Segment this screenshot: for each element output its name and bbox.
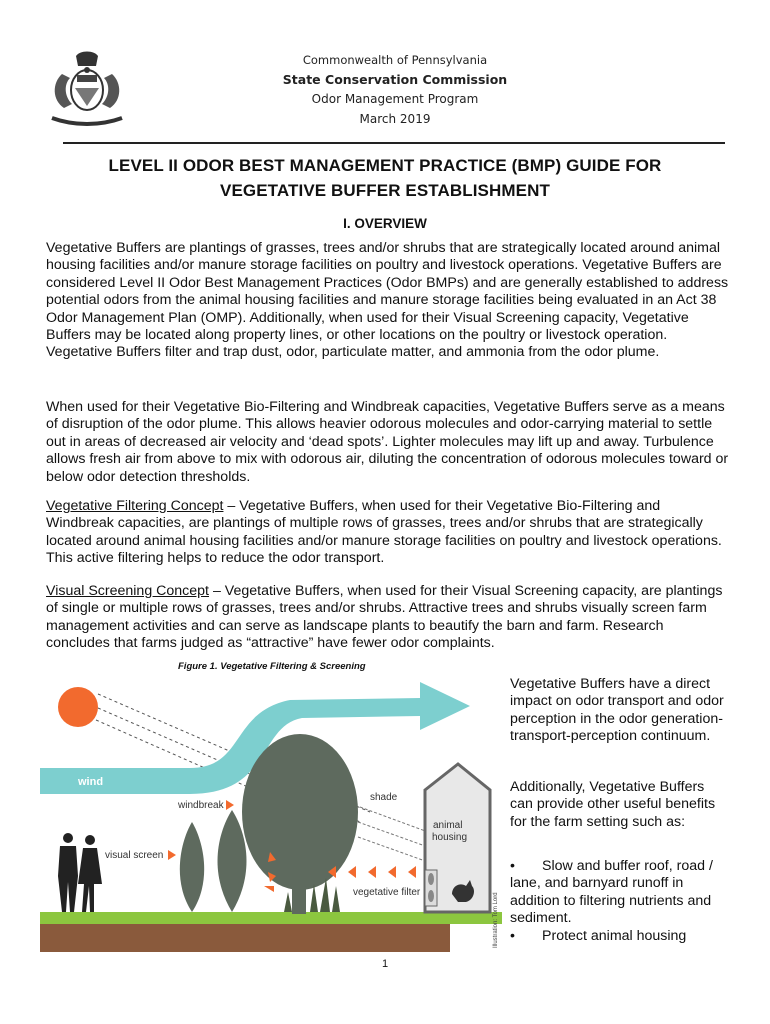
visual-screen-label: visual screen [105, 850, 164, 861]
sun-icon [58, 687, 98, 727]
deciduous-tree-canopy [242, 734, 358, 890]
screening-concept-paragraph [46, 583, 730, 653]
page-number: 1 [381, 958, 389, 970]
screening-concept-text: – Vegetative Buffers, when used for their Visual Screening capacity, are plantings of single or multiple rows of grasses, trees and/or shrubs. Attractive trees and shrubs visually screen farm management activities and can serve as landscape plants to beautify the barn and farm. Research concludes that farms judged as “attractive” have fewer odor complaints. [46, 583, 723, 652]
shade-arrows [358, 807, 428, 862]
benefits-list [510, 858, 728, 945]
grass-strip [40, 912, 502, 924]
biofiltering-paragraph: When used for their Vegetative Bio-Filtering and Windbreak capacities, Vegetative Buffers serve as a means of disruption of the odor plume. This allows heavier odorous molecules and odor-carrying material to settle out in areas of decreased air velocity and ‘dead spots’. Lighter molecules may lift up and away. Turbulence allows fresh air from above to mix with odorous air, diluting the concentration of odorous molecules toward or below odor detection thresholds. [46, 399, 729, 485]
visual-screen-arrow-icon [168, 850, 176, 860]
pennsylvania-seal-icon [44, 48, 130, 128]
sidebar-paragraph-benefits: Additionally, Vegetative Buffers can provide other useful benefits for the farm setting such as: [510, 779, 716, 830]
vegetative-filter-label: vegetative filter [353, 887, 421, 898]
windbreak-label: windbreak [178, 800, 224, 811]
list-item [510, 858, 728, 928]
shade-label: shade [370, 792, 398, 803]
header-program: Odor Management Program [311, 92, 479, 106]
vegetative-filtering-figure [40, 672, 502, 958]
filtering-concept-text: – Vegetative Buffers, when used for their Vegetative Bio-Filtering and Windbreak capacities, are plantings of multiple rows of grasses, trees and/or shrubs that are strategically located around animal housing facilities and/or manure storage facilities on poultry and livestock operations. This active filtering helps to reduce the odor transport. [46, 498, 722, 567]
windbreak-arrow-icon [226, 800, 234, 810]
deciduous-tree-trunk [292, 872, 306, 914]
bullet-icon: • [510, 927, 515, 944]
animal-label: animal [433, 820, 463, 831]
exhaust-fan-icon [425, 870, 437, 906]
illustration-credit: Illustration: Tom Lord [493, 892, 499, 948]
filtering-concept-paragraph [46, 498, 730, 568]
evergreen-tree-1 [180, 822, 204, 912]
list-item [510, 928, 728, 945]
filtering-concept-term: Vegetative Filtering Concept [46, 498, 224, 514]
housing-label: housing [432, 832, 468, 843]
people-silhouette-icon [58, 833, 102, 912]
benefit-text: Slow and buffer roof, road / lane, and barnyard runoff in addition to filtering nutrients and sediment. [510, 858, 713, 927]
wind-label: wind [78, 776, 104, 788]
bullet-icon: • [510, 858, 515, 874]
evergreen-tree-2 [218, 810, 247, 912]
overview-paragraph: Vegetative Buffers are plantings of grasses, trees and/or shrubs that are strategically located around animal housing facilities and/or manure storage facilities on poultry and livestock operations. Vegetative Buffers are considered Level II Odor Best Management Practices (Odor BMPs) and are generally established to address potential odors from the animal housing facilities and manure storage facilities being evaluated in an Act 38 Odor Management Plan (OMP). Additionally, when used for their Visual Screening capacity, Vegetative Buffers may be located along property lines, or other locations on the poultry or livestock operation. Vegetative Buffers filter and trap dust, odor, particulate matter, and ammonia from the odor plume. [46, 240, 729, 361]
header-commonwealth: Commonwealth of Pennsylvania [302, 53, 488, 67]
document-title-line2: VEGETATIVE BUFFER ESTABLISHMENT [220, 181, 550, 200]
header-divider [63, 142, 725, 144]
ground-soil [40, 924, 450, 952]
header-date: March 2019 [359, 112, 431, 126]
benefit-text: Protect animal housing [542, 927, 687, 944]
header-commission: State Conservation Commission [282, 72, 508, 87]
sidebar-paragraph-impact: Vegetative Buffers have a direct impact on odor transport and odor perception in the odor generation-transport-perception continuum. [510, 676, 724, 745]
screening-concept-term: Visual Screening Concept [46, 583, 209, 599]
section-heading: I. OVERVIEW [343, 216, 427, 231]
figure-caption: Figure 1. Vegetative Filtering & Screening [178, 661, 366, 672]
document-title-line1: LEVEL II ODOR BEST MANAGEMENT PRACTICE (BMP) GUIDE FOR [108, 156, 662, 175]
